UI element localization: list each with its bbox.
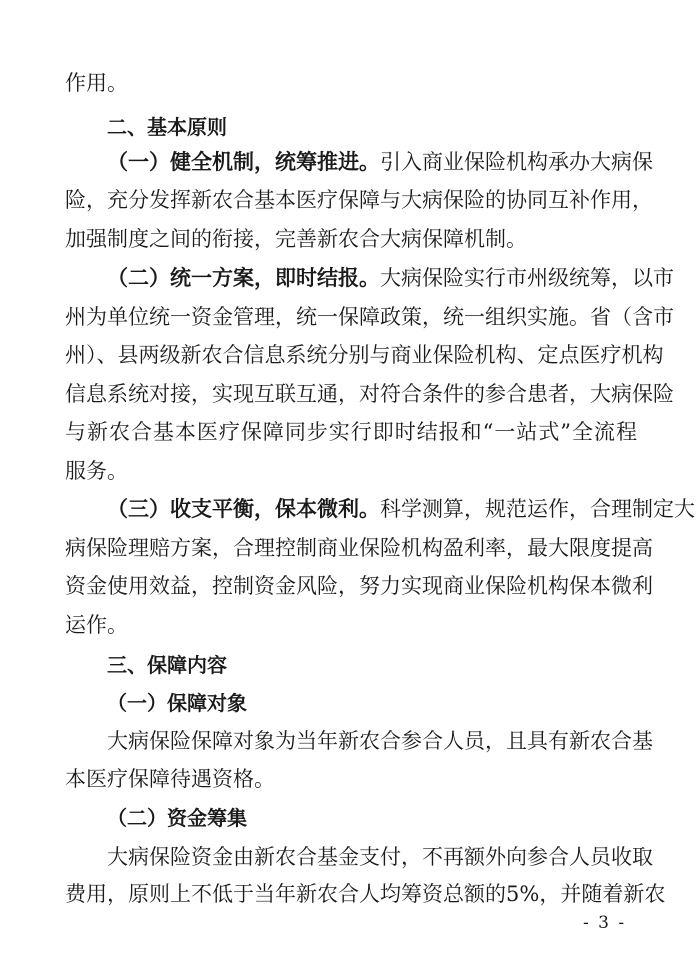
paragraph-line: 与新农合基本医疗保障同步实行即时结报和“一站式”全流程 — [65, 420, 637, 444]
paragraph-line: 州为单位统一资金管理，统一保障政策，统一组织实施。省（含市 — [65, 305, 674, 329]
paragraph-line: 大病保险资金由新农合基金支付，不再额外向参合人员收取 — [107, 845, 653, 869]
paragraph-line: 加强制度之间的衔接，完善新农合大病保障机制。 — [65, 227, 527, 251]
section-heading: 三、保障内容 — [107, 653, 227, 677]
paragraph-text: 科学测算，规范运作，合理制定大 — [380, 497, 695, 521]
paragraph-line: 险，充分发挥新农合基本医疗保障与大病保险的协同互补作用， — [65, 188, 653, 212]
paragraph-line — [107, 147, 653, 177]
paragraph-line: 病保险理赔方案，合理控制商业保险机构盈利率，最大限度提高 — [65, 536, 653, 560]
paragraph-line: 信息系统对接，实现互联互通，对符合条件的参合患者，大病保险 — [65, 382, 674, 406]
page-number: - 3 - — [583, 913, 627, 933]
subsection-title: （一）健全机制，统筹推进。 — [107, 149, 380, 174]
paragraph-line — [107, 494, 695, 524]
paragraph-line: 资金使用效益，控制资金风险，努力实现商业保险机构保本微利 — [65, 574, 653, 598]
section-heading: 二、基本原则 — [107, 115, 227, 139]
subsection-heading: （二）资金筹集 — [107, 806, 247, 830]
paragraph-text: 引入商业保险机构承办大病保 — [380, 150, 653, 174]
subsection-title: （二）统一方案，即时结报。 — [107, 265, 380, 290]
paragraph-line: 大病保险保障对象为当年新农合参合人员，且具有新农合基 — [107, 729, 653, 753]
paragraph-line: 作用。 — [65, 71, 128, 95]
paragraph-line: 服务。 — [65, 459, 128, 483]
paragraph-line: 本医疗保障待遇资格。 — [65, 767, 275, 791]
subsection-heading: （一）保障对象 — [107, 691, 247, 715]
paragraph-line: 州）、县两级新农合信息系统分别与商业保险机构、定点医疗机构 — [65, 343, 664, 367]
paragraph-line: 运作。 — [65, 613, 128, 637]
paragraph-text: 大病保险实行市州级统筹，以市 — [380, 266, 674, 290]
paragraph-line: 费用，原则上不低于当年新农合人均筹资总额的5%，并随着新农 — [65, 882, 666, 906]
subsection-title: （三）收支平衡，保本微利。 — [107, 496, 380, 521]
paragraph-line — [107, 263, 674, 293]
